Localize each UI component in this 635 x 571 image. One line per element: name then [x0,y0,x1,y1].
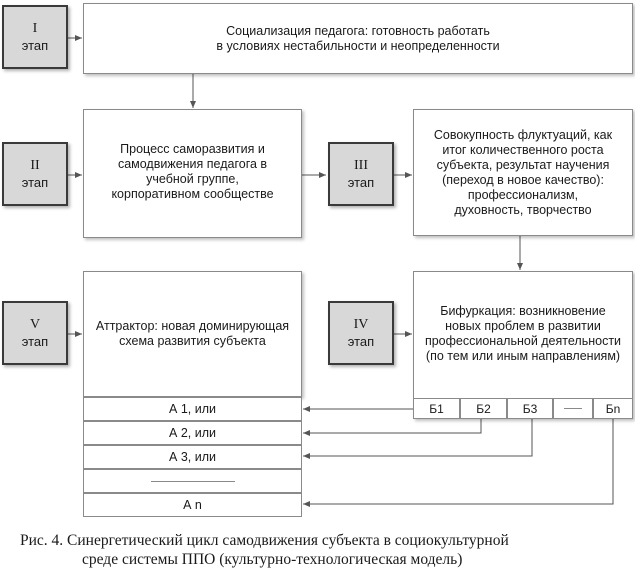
stage-5-number: V [29,317,41,332]
bifurcation-text: Бифуркация: возникновение новых проблем в развитии профессиональной деятельности (по тем или иным направлениям) [424,304,622,363]
stage-3-label: этап [347,175,375,190]
self-development-text: Процесс саморазвития и самодвижения педагога в учебной группе, корпоративном сообществе [111,142,274,201]
branch-b1: Б1 [413,398,460,419]
stage-1-number: I [32,21,38,36]
stage-3-number: III [354,158,368,173]
caption-line-2: среде системы ППО (культурно-технологическая модель) [82,551,463,568]
attractor-option-gap-dash [151,481,235,482]
socialization-text: Социализация педагога: готовность работать в условиях нестабильности и неопределенности [216,23,500,53]
arrow-bn-to-an [303,419,613,504]
arrow-b2-to-a2 [303,419,481,433]
branch-gap-dash [564,408,582,409]
attractor-option-2: А 2, или [83,421,302,445]
stage-4-box [328,301,394,365]
fluctuations-text: Совокупность флуктуаций, как итог количественного роста субъекта, результат научения (переход в новое качество): профессионализм, духовность, творчество [433,127,613,217]
attractor-option-3: А 3, или [83,445,302,469]
attractor-option-1: А 1, или [83,397,302,421]
attractor-option-n: А n [83,493,302,517]
arrow-b3-to-a3 [303,419,532,456]
stage-4-number: IV [353,317,369,332]
attractor-option-gap [83,469,302,493]
stage-2-number: II [30,158,40,173]
stage-1-box [2,5,68,69]
attractor-text: Аттрактор: новая доминирующая схема развития субъекта [95,319,290,348]
stage-4-label: этап [347,334,375,349]
stage-5-label: этап [21,334,49,349]
stage-2-box [2,142,68,206]
stage-5-box [2,301,68,365]
figure-caption [20,531,620,569]
caption-line-1: Рис. 4. Синергетический цикл самодвижения субъекта в социокультурной [20,532,509,549]
branch-bn: Бn [593,398,633,419]
branch-b3: Б3 [507,398,553,419]
branch-gap [553,398,593,419]
stage-1-label: этап [21,38,49,53]
branch-b2: Б2 [460,398,507,419]
stage-2-label: этап [21,175,49,190]
stage-3-box [328,142,394,206]
